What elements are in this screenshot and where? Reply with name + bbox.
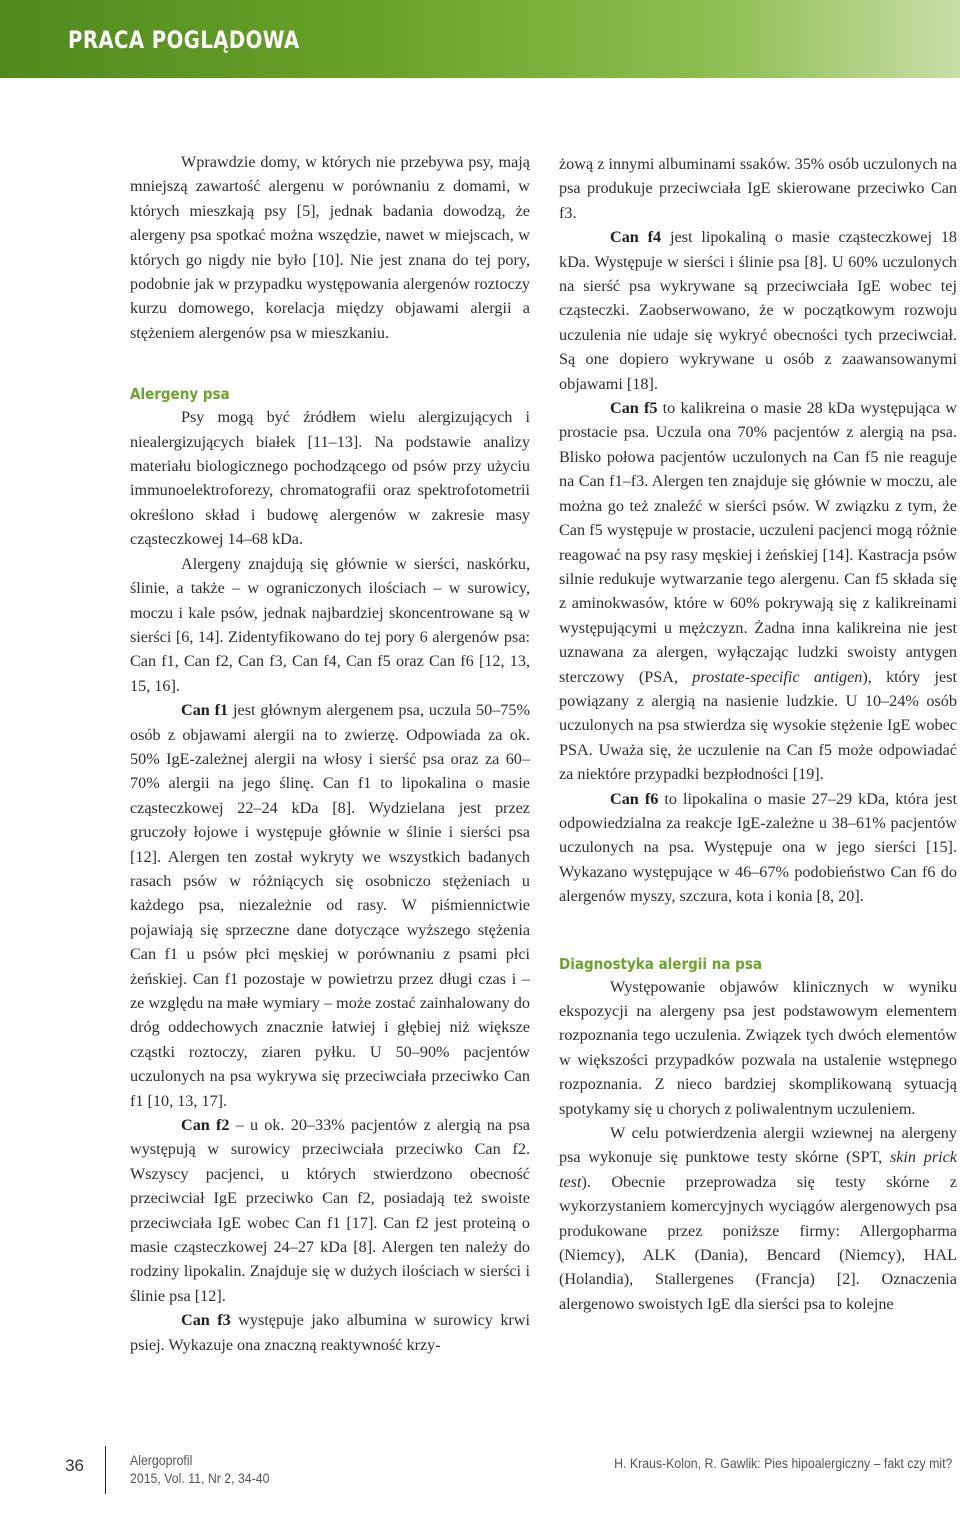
paragraph: Can f4 jest lipokaliną o masie cząsteczkowej 18 kDa. Występuje w sierści i ślinie psa [8]. U 60% uczulonych na sierść psa wykrywane są przeciwciała IgE wobec tej cząsteczki. Zaobserwowano, że w początkowym rozwoju uczulenia nie udaje się wykryć obecności tych przeciwciał. Są one dopiero wykrywane u osób z zaawansowanymi objawami [18]. <box>559 228 958 393</box>
paragraph: Alergeny znajdują się głównie w sierści, naskórku, ślinie, a także – w ograniczonych ilościach – w surowicy, moczu i kale psów, jednak najbardziej skoncentrowane są w sierści [6, 14]. Zidentyfikowano do tej pory 6 alergenów psa: Can f1, Can f2, Can f3, Can f4, Can f5 oraz Can f6 [12, 13, 15, 16]. <box>130 554 530 695</box>
allergen-term: Can f5 <box>610 399 658 418</box>
allergen-term: Can f2 <box>181 1116 230 1135</box>
paragraph: Występowanie objawów klinicznych w wyniku ekspozycji na alergeny psa jest podstawowym elementem rozpoznania tego uczulenia. Związek tych dwóch elementów w większości przypadków pozwala na ustalenie wstępnego rozpoznania. Z nieco bardziej skomplikowaną sytuacją spotykamy się u chorych z poliwalentnym uczuleniem. <box>559 977 957 1118</box>
section-heading-allergens: Alergeny psa <box>130 385 230 404</box>
page-number: 36 <box>65 1456 84 1475</box>
allergen-term: Can f6 <box>610 789 659 808</box>
allergen-term: Can f1 <box>181 701 229 720</box>
journal-info <box>130 1451 269 1487</box>
allergen-term: Can f3 <box>181 1311 231 1330</box>
paragraph: Can f1 jest głównym alergenem psa, uczula 50–75% osób z objawami alergii na to zwierzę. Odpowiada za ok. 50% IgE-zależnej alergii na włosy i sierść psa oraz za 60–70% alergii na jego ślinę. Can f1 to lipokalina o masie cząsteczkowej 22–24 kDa [8]. Wydzielana jest przez gruczoły łojowe i występuje głównie w ślinie i sierści psa [12]. Alergen ten został wykryty we wszystkich badanych rasach psów w różniących się osobniczo stężeniach u każdego psa, niezależnie od rasy. W piśmiennictwie pojawiają się sprzeczne dane dotyczące wyższego stężenia Can f1 u psów płci męskiej w porównaniu z psami płci żeńskiej. Can f1 pozostaje w powietrzu przez długi czas i – ze względu na małe wymiary – może zostać zainhalowany do dróg oddechowych znacznie łatwiej i głębiej niż większe cząstki roztoczy, ziaren pyłku. U 50–90% pacjentów uczulonych na psa wykrywa się przeciwciała przeciwko Can f1 [10, 13, 17]. <box>130 701 530 1110</box>
footer-divider <box>105 1446 106 1494</box>
paragraph: Can f5 to kalikreina o masie 28 kDa występująca w prostacie psa. Uczula ona 70% pacjentów z alergią na psa. Blisko połowa pacjentów uczulonych na Can f5 nie reaguje na Can f1–f3. Alergen ten znajduje się głównie w moczu, ale można go też znaleźć w sierści psów. W związku z tym, że Can f5 występuje w prostacie, uczuleni pacjenci mogą różnie reagować na psy rasy męskiej i żeńskiej [14]. Kastracja psów silnie redukuje wytwarzanie tego alergenu. Can f5 składa się z aminokwasów, które w 60% pokrywają się z kalikreinami występującymi u mężczyzn. Żadna inna kalikreina nie jest uznawana za alergen, wyłączając ludzki swoisty antygen sterczowy (PSA, prostate-specific antigen), który jest powiązany z alergią na nasienie ludzkie. U 10–24% osób uczulonych na psa stwierdza się wysokie stężenie IgE wobec PSA. Uważa się, że uczulenie na Can f5 może odpowiadać za niektóre przypadki bezpłodności [19]. <box>559 399 957 784</box>
paragraph: żową z innymi albuminami ssaków. 35% osób uczulonych na psa produkuje przeciwciała IgE skierowane przeciwko Can f3. <box>559 155 957 222</box>
running-title: H. Kraus-Kolon, R. Gawlik: Pies hipoalergiczny – fakt czy mit? <box>613 1455 952 1471</box>
allergen-term: Can f4 <box>610 228 662 247</box>
right-column <box>559 152 957 1316</box>
paragraph: Wprawdzie domy, w których nie przebywa psy, mają mniejszą zawartość alergenu w porównaniu z domami, w których mieszkają psy [5], jednak badania dowodzą, że alergeny psa spotkać można wszędzie, nawet w miejscach, w których go nigdy nie było [10]. Nie jest znana do tej pory, podobnie jak w przypadku występowania alergenów roztoczy kurzu domowego, korelacja między objawami alergii a stężeniem alergenów psa w mieszkaniu. <box>130 153 530 342</box>
paragraph: Psy mogą być źródłem wielu alergizujących i niealergizujących białek [11–13]. Na podstawie analizy materiału biologicznego pochodzącego od psów przy użyciu immunoelektroforezy, chromatografii oraz spektrofotometrii określono skład i budowę alergenów w zakresie masy cząsteczkowej 14–68 kDa. <box>130 408 530 549</box>
section-heading-diagnostics: Diagnostyka alergii na psa <box>559 954 762 973</box>
header-banner <box>0 0 960 78</box>
section-label: PRACA POGLĄDOWA <box>68 26 300 54</box>
paragraph: Can f6 to lipokalina o masie 27–29 kDa, która jest odpowiedzialna za reakcje IgE-zależne u 38–61% pacjentów uczulonych na psa. Występuje ona w jego sierści [15]. Wykazano występujące w 46–67% podobieństwo Can f6 do alergenów myszy, szczura, kota i konia [8, 20]. <box>559 789 957 906</box>
journal-name: Alergoprofil <box>130 1452 193 1468</box>
paragraph: Can f3 występuje jako albumina w surowicy krwi psiej. Wykazuje ona znaczną reaktywność krzy- <box>130 1311 530 1354</box>
paragraph: Can f2 – u ok. 20–33% pacjentów z alergią na psa występują w surowicy przeciwciała przeciwko Can f2. Wszyscy pacjenci, u których stwierdzono obecność przeciwciał IgE przeciwko Can f2, posiadają też swoiste przeciwciała IgE wobec Can f1 [17]. Can f2 jest proteiną o masie cząsteczkowej 24–27 kDa [8]. Alergen ten należy do rodziny lipokalin. Znajduje się w dużych ilościach w sierści i ślinie psa [12]. <box>130 1116 530 1305</box>
left-column <box>130 150 530 1357</box>
paragraph: W celu potwierdzenia alergii wziewnej na alergeny psa wykonuje się punktowe testy skórne (SPT, skin prick test). Obecnie przeprowadza się testy skórne z wykorzystaniem komercyjnych wyciągów alergenowych psa produkowane przez poniższe firmy: Allergopharma (Niemcy), ALK (Dania), Bencard (Niemcy), HAL (Holandia), Stallergenes (Francja) [2]. Oznaczenia alergenowo swoistych IgE dla sierści psa to kolejne <box>559 1124 957 1313</box>
journal-issue: 2015, Vol. 11, Nr 2, 34-40 <box>130 1470 270 1486</box>
